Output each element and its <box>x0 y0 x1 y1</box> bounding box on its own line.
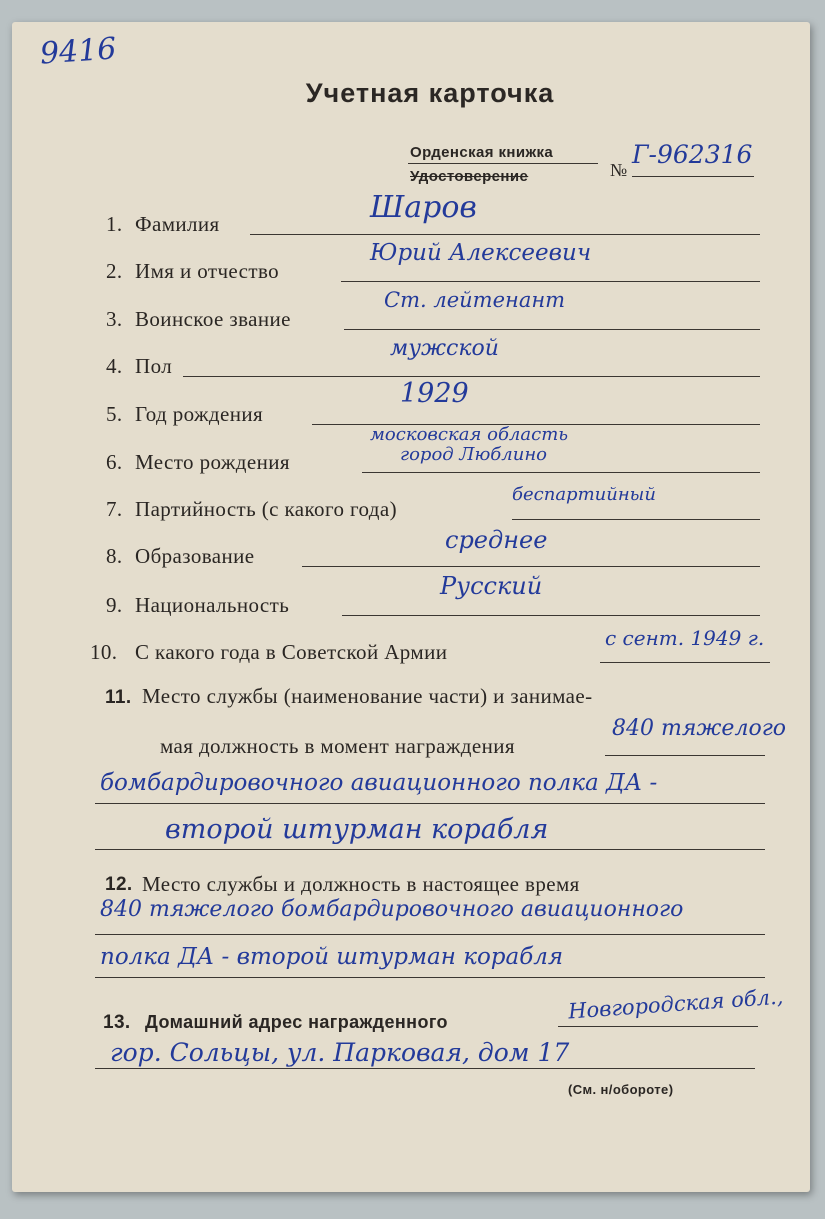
field-9-underline <box>342 615 760 616</box>
field-2-number: 2. <box>106 259 123 283</box>
field-2-underline <box>341 281 760 282</box>
field-11-label-1: Место службы (наименование части) и занимае- <box>142 684 593 708</box>
field-10-number: 10. <box>90 640 118 664</box>
field-4-number: 4. <box>106 354 123 378</box>
field-2-label: Имя и отчество <box>135 259 280 283</box>
page-title: Учетная карточка <box>305 78 555 108</box>
field-4-label: Пол <box>135 354 173 378</box>
field-12-value-1: 840 тяжелого бомбардировочного авиационного <box>100 897 684 922</box>
field-11-number: 11. <box>105 687 132 708</box>
field-10-label: С какого года в Советской Армии <box>135 640 448 664</box>
field-6-label: Место рождения <box>135 450 290 474</box>
field-10-underline <box>600 662 770 663</box>
field-8-number: 8. <box>106 544 123 568</box>
field-11-value-1: 840 тяжелого <box>612 716 787 741</box>
field-8-value: среднее <box>445 526 548 554</box>
field-6-value-2: город Люблино <box>400 444 548 465</box>
field-9-number: 9. <box>106 593 123 617</box>
field-11-label-2: мая должность в момент награждения <box>160 734 515 758</box>
field-11-value-2: бомбардировочного авиационного полка ДА - <box>100 770 658 796</box>
field-3-label: Воинское звание <box>135 307 291 331</box>
doc-type-order-book: Орденская книжка <box>410 144 554 161</box>
field-7-value: беспартийный <box>512 484 656 505</box>
card-number: Г-962316 <box>632 140 753 169</box>
field-3-value: Ст. лейтенант <box>384 288 566 312</box>
field-7-number: 7. <box>106 497 123 521</box>
field-1-value: Шаров <box>370 190 477 225</box>
field-7-underline <box>512 519 760 520</box>
field-5-value: 1929 <box>400 378 469 409</box>
field-6-value: московская область <box>370 424 569 445</box>
field-8-label: Образование <box>135 544 255 568</box>
field-7-label: Партийность (с какого года) <box>135 497 397 521</box>
field-6-underline <box>362 472 760 473</box>
field-9-value: Русский <box>440 572 543 600</box>
field-5-number: 5. <box>106 402 123 426</box>
field-13-number: 13. <box>103 1012 131 1033</box>
field-2-value: Юрий Алексеевич <box>370 240 592 266</box>
field-8-underline <box>302 566 760 567</box>
field-1-underline <box>250 234 760 235</box>
field-12-value-2: полка ДА - второй штурман корабля <box>100 944 564 970</box>
field-4-underline <box>183 376 760 377</box>
number-label: № <box>610 160 628 180</box>
field-10-value: с сент. 1949 г. <box>605 626 765 650</box>
field-4-value: мужской <box>390 336 499 361</box>
field-12-label: Место службы и должность в настоящее время <box>142 872 580 896</box>
footer-note: (См. н/обороте) <box>568 1082 674 1097</box>
field-13-value-2: гор. Сольцы, ул. Парковая, дом 17 <box>110 1038 570 1067</box>
field-1-label: Фамилия <box>135 212 220 236</box>
field-3-number: 3. <box>106 307 123 331</box>
field-3-underline <box>344 329 760 330</box>
corner-note: 9416 <box>38 31 118 72</box>
field-9-label: Национальность <box>135 593 290 617</box>
field-12-number: 12. <box>105 874 133 895</box>
doc-type-certificate: Удостоверение <box>410 168 529 185</box>
field-13-label: Домашний адрес награжденного <box>145 1012 448 1032</box>
field-13-value-1: Новгородская обл., <box>567 984 784 1024</box>
field-1-number: 1. <box>106 212 123 236</box>
field-5-label: Год рождения <box>135 402 264 426</box>
field-6-number: 6. <box>106 450 123 474</box>
field-11-value-3: второй штурман корабля <box>165 814 549 845</box>
